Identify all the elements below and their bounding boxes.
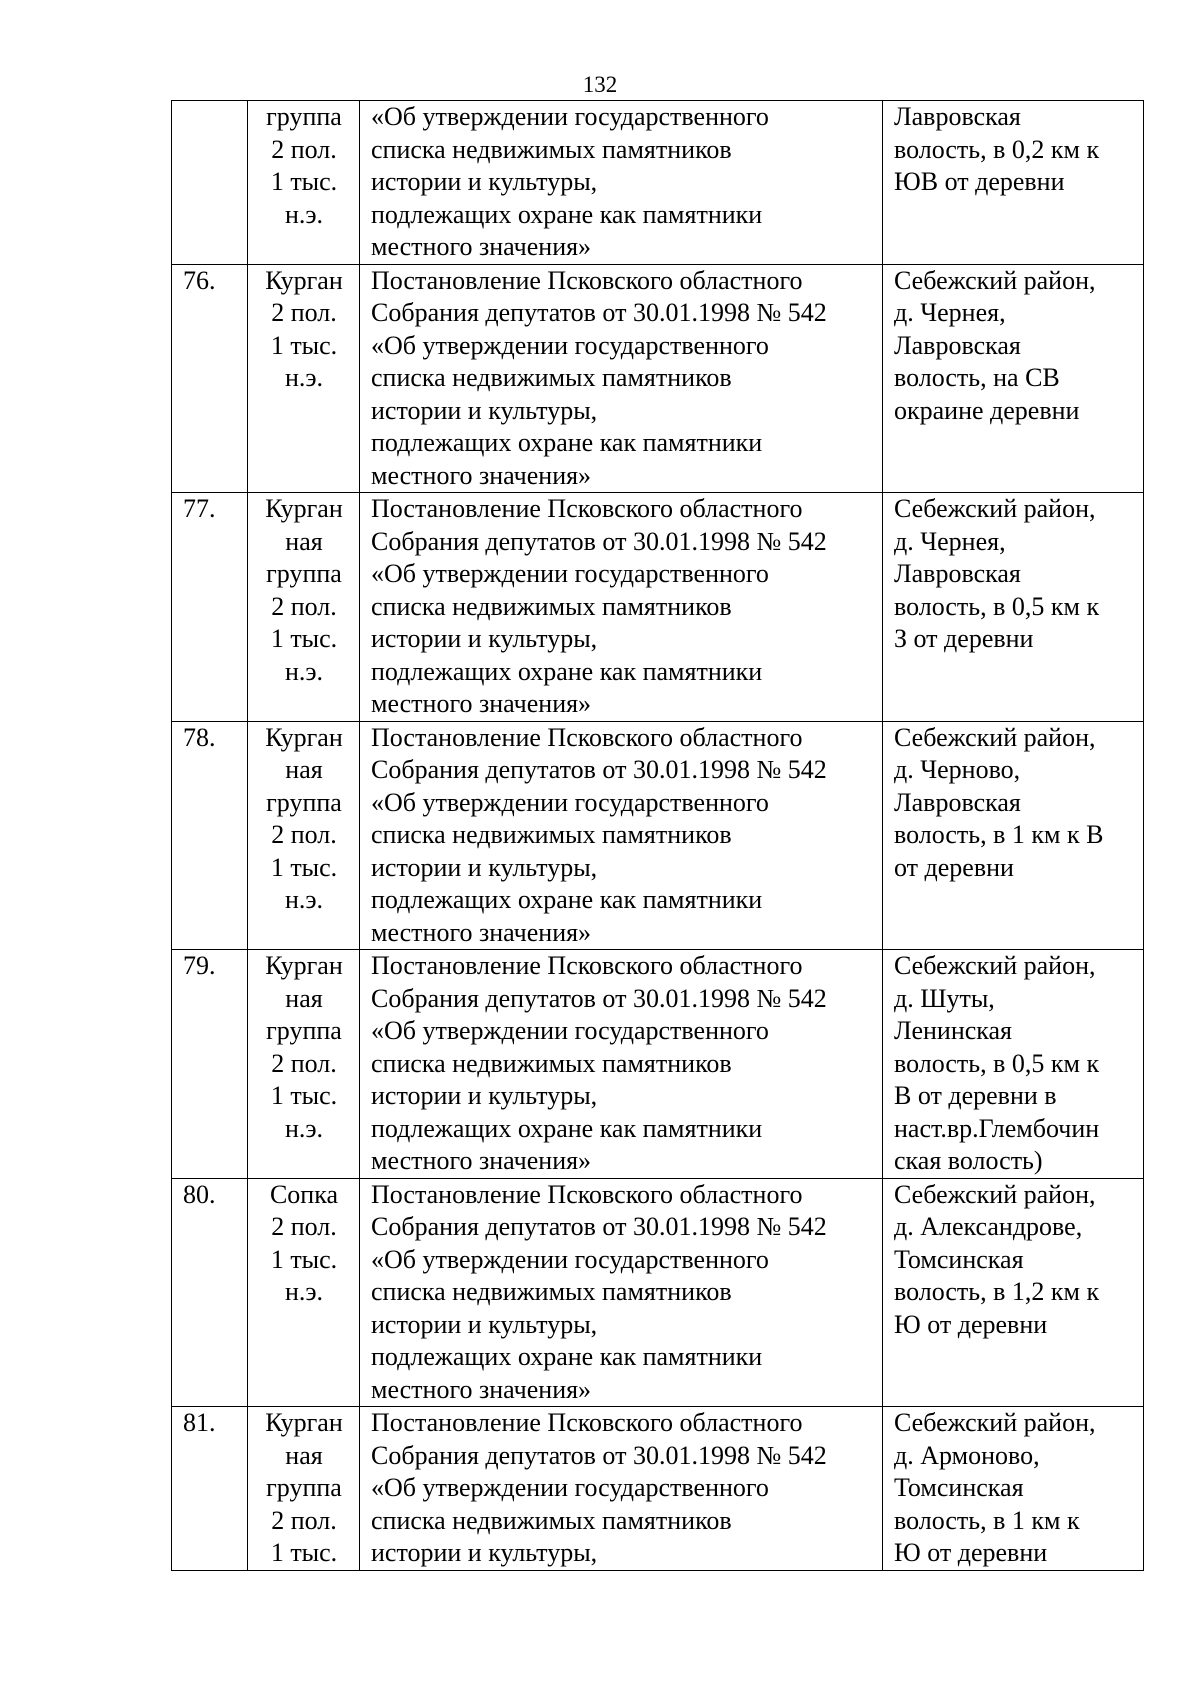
monument-location: Себежский район, д. Черново, Лавровская волость, в 1 км к В от деревни <box>883 721 1144 950</box>
monuments-table <box>171 100 1144 1571</box>
legal-document: Постановление Псковского областного Собрания депутатов от 30.01.1998 № 542 «Об утверждении государственного списка недвижимых памятников истории и культуры, <box>360 1407 883 1571</box>
monument-type: Курган ная группа 2 пол. 1 тыс. н.э. <box>248 493 360 722</box>
table-row <box>172 101 1144 265</box>
monument-type: группа 2 пол. 1 тыс. н.э. <box>248 101 360 265</box>
row-number: 81. <box>172 1407 248 1571</box>
legal-document: «Об утверждении государственного списка недвижимых памятников истории и культуры, подлежащих охране как памятники местного значения» <box>360 101 883 265</box>
table-row <box>172 950 1144 1179</box>
legal-document: Постановление Псковского областного Собрания депутатов от 30.01.1998 № 542 «Об утверждении государственного списка недвижимых памятников истории и культуры, подлежащих охране как памятники местного значения» <box>360 1178 883 1407</box>
monument-type: Курган ная группа 2 пол. 1 тыс. н.э. <box>248 950 360 1179</box>
table-row <box>172 264 1144 493</box>
legal-document: Постановление Псковского областного Собрания депутатов от 30.01.1998 № 542 «Об утверждении государственного списка недвижимых памятников истории и культуры, подлежащих охране как памятники местного значения» <box>360 950 883 1179</box>
monument-location: Себежский район, д. Чернея, Лавровская волость, в 0,5 км к З от деревни <box>883 493 1144 722</box>
page-number: 132 <box>582 72 618 97</box>
table-row <box>172 493 1144 722</box>
monument-type: Сопка 2 пол. 1 тыс. н.э. <box>248 1178 360 1407</box>
row-number: 78. <box>172 721 248 950</box>
legal-document: Постановление Псковского областного Собрания депутатов от 30.01.1998 № 542 «Об утверждении государственного списка недвижимых памятников истории и культуры, подлежащих охране как памятники местного значения» <box>360 264 883 493</box>
monument-location: Лавровская волость, в 0,2 км к ЮВ от деревни <box>883 101 1144 265</box>
monument-location: Себежский район, д. Армоново, Томсинская волость, в 1 км к Ю от деревни <box>883 1407 1144 1571</box>
monument-type: Курган ная группа 2 пол. 1 тыс. <box>248 1407 360 1571</box>
legal-document: Постановление Псковского областного Собрания депутатов от 30.01.1998 № 542 «Об утверждении государственного списка недвижимых памятников истории и культуры, подлежащих охране как памятники местного значения» <box>360 493 883 722</box>
monument-location: Себежский район, д. Чернея, Лавровская волость, на СВ окраине деревни <box>883 264 1144 493</box>
monument-type: Курган ная группа 2 пол. 1 тыс. н.э. <box>248 721 360 950</box>
monument-type: Курган 2 пол. 1 тыс. н.э. <box>248 264 360 493</box>
legal-document: Постановление Псковского областного Собрания депутатов от 30.01.1998 № 542 «Об утверждении государственного списка недвижимых памятников истории и культуры, подлежащих охране как памятники местного значения» <box>360 721 883 950</box>
row-number <box>172 101 248 265</box>
monument-location: Себежский район, д. Александрове, Томсинская волость, в 1,2 км к Ю от деревни <box>883 1178 1144 1407</box>
row-number: 79. <box>172 950 248 1179</box>
monument-location: Себежский район, д. Шуты, Ленинская волость, в 0,5 км к В от деревни в наст.вр.Глембочин ская волость) <box>883 950 1144 1179</box>
row-number: 77. <box>172 493 248 722</box>
table-row <box>172 721 1144 950</box>
table-row <box>172 1178 1144 1407</box>
row-number: 76. <box>172 264 248 493</box>
row-number: 80. <box>172 1178 248 1407</box>
table-row <box>172 1407 1144 1571</box>
